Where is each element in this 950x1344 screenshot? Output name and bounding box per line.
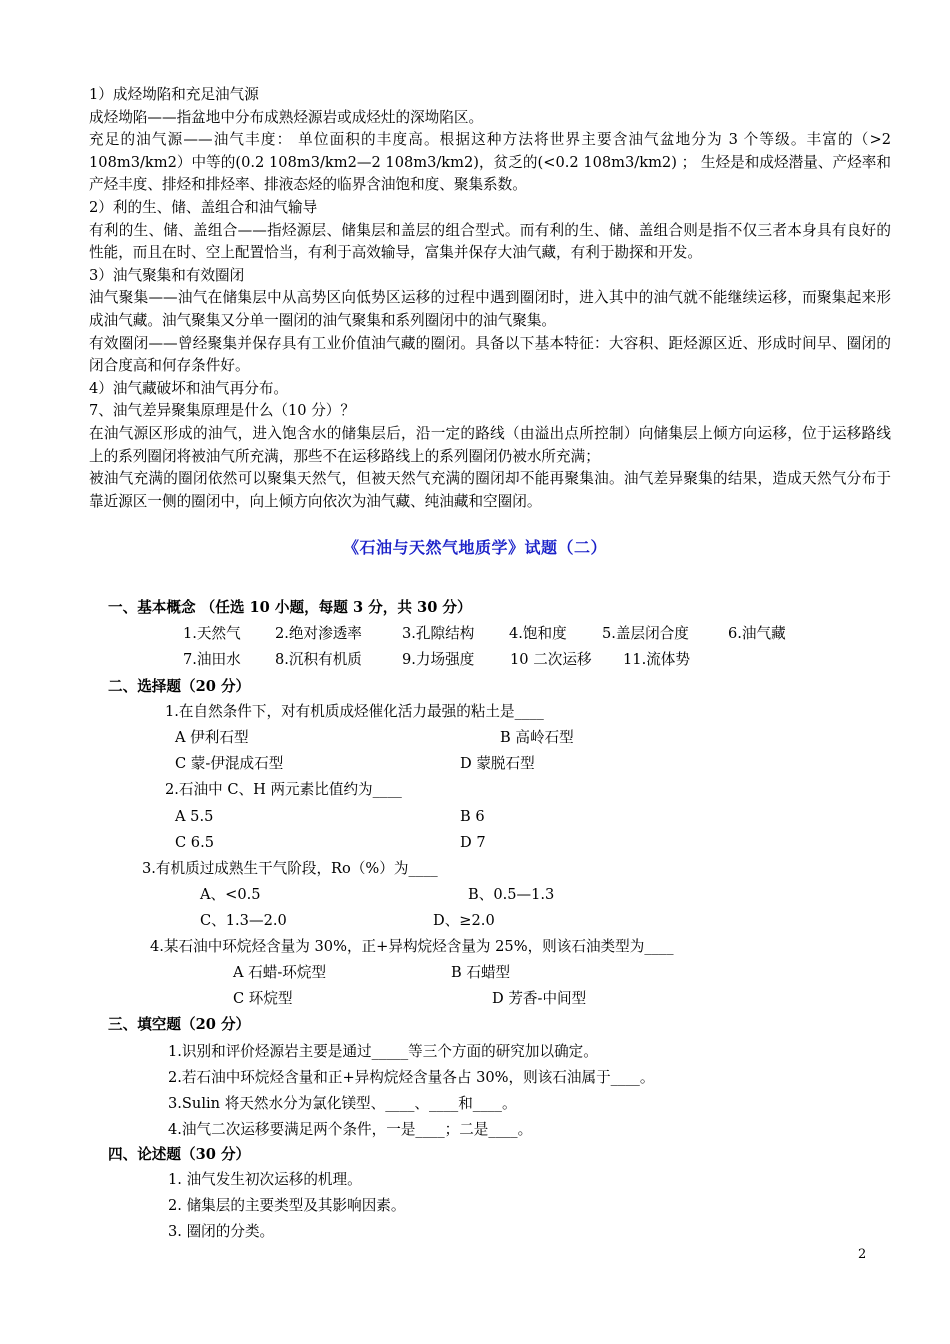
option: C、1.3—2.0 xyxy=(200,912,287,929)
section-heading-choice: 二、选择题（20 分） xyxy=(108,678,251,695)
fill-question: 3.Sulin 将天然水分为氯化镁型、____、____和____。 xyxy=(168,1095,517,1112)
question-text: 2.石油中 C、H 两元素比值约为____ xyxy=(165,781,402,798)
fill-question: 4.油气二次运移要满足两个条件，一是____；二是____。 xyxy=(168,1121,533,1138)
essay-question: 2. 储集层的主要类型及其影响因素。 xyxy=(168,1197,406,1214)
option: A 石蜡-环烷型 xyxy=(233,964,327,981)
exam-title: 《石油与天然气地质学》试题（二） xyxy=(342,538,607,557)
fill-question: 2.若石油中环烷烃含量和正+异构烷烃含量各占 30%，则该石油属于____。 xyxy=(168,1069,655,1086)
paragraph: 7、油气差异聚集原理是什么（10 分）？ xyxy=(89,402,355,420)
paragraph: 被油气充满的圈闭依然可以聚集天然气，但被天然气充满的圈闭却不能再聚集油。油气差异聚集的结果，造成天然气分布于靠近源区一侧的圈闭中，向上倾方向依次为油气藏、纯油藏和空圈闭。 xyxy=(89,470,891,510)
option: A、<0.5 xyxy=(200,886,261,903)
paragraph: 有利的生、储、盖组合——指烃源层、储集层和盖层的组合型式。而有利的生、储、盖组合则是指不仅三者本身具有良好的性能，而且在时、空上配置恰当，有利于高效输导，富集并保存大油气藏，有利于勘探和开发。 xyxy=(89,221,891,262)
page-number: 2 xyxy=(858,1247,867,1262)
option: A 伊利石型 xyxy=(175,729,249,746)
paragraph: 有效圈闭——曾经聚集并保存具有工业价值油气藏的圈闭。具备以下基本特征：大容积、距烃源区近、形成时间早、圈闭的闭合度高和何存条件好。 xyxy=(89,334,891,375)
option: B 高岭石型 xyxy=(500,729,574,746)
essay-question: 1. 油气发生初次运移的机理。 xyxy=(168,1171,362,1188)
paragraph: 2）利的生、储、盖组合和油气输导 xyxy=(89,198,318,216)
option: B 6 xyxy=(460,808,485,825)
option: A 5.5 xyxy=(175,808,214,825)
concept-item: 1.天然气 xyxy=(183,625,241,642)
question-text: 3.有机质过成熟生干气阶段，Ro（%）为____ xyxy=(142,860,438,877)
concept-item: 4.饱和度 xyxy=(509,625,567,642)
concept-item: 6.油气藏 xyxy=(728,625,786,642)
paragraph: 1）成烃坳陷和充足油气源 xyxy=(89,86,259,103)
concept-item: 7.油田水 xyxy=(183,651,241,668)
option: D、≥2.0 xyxy=(433,912,495,929)
paragraph: 成烃坳陷——指盆地中分布成熟烃源岩或成烃灶的深坳陷区。 xyxy=(89,108,484,126)
concept-item: 2.绝对渗透率 xyxy=(275,625,362,642)
question-text: 1.在自然条件下，对有机质成烃催化活力最强的粘土是____ xyxy=(165,703,544,720)
fill-question: 1.识别和评价烃源岩主要是通过_____等三个方面的研究加以确定。 xyxy=(168,1043,598,1060)
concept-item: 9.力场强度 xyxy=(402,651,475,668)
option: C 环烷型 xyxy=(233,990,293,1007)
section-heading-essay: 四、论述题（30 分） xyxy=(108,1146,251,1163)
option: D 7 xyxy=(460,834,486,851)
option: B、0.5—1.3 xyxy=(468,886,555,903)
option: C 蒙-伊混成石型 xyxy=(175,755,284,772)
option: C 6.5 xyxy=(175,834,215,851)
option: D 芳香-中间型 xyxy=(492,990,587,1007)
paragraph: 油气聚集——油气在储集层中从高势区向低势区运移的过程中遇到圈闭时，进入其中的油气就不能继续运移，而聚集起来形成油气藏。油气聚集又分单一圈闭的油气聚集和系列圈闭中的油气聚集。 xyxy=(89,289,891,329)
paragraph: 3）油气聚集和有效圈闭 xyxy=(89,266,245,284)
concept-item: 11.流体势 xyxy=(623,651,690,668)
paragraph: 在油气源区形成的油气，进入饱含水的储集层后，沿一定的路线（由溢出点所控制）向储集层上倾方向运移，位于运移路线上的系列圈闭将被油气所充满，那些不在运移路线上的系列圈闭仍被水所充满； xyxy=(89,424,891,465)
section-heading-concepts: 一、基本概念 （任选 10 小题，每题 3 分，共 30 分） xyxy=(108,599,472,616)
concept-item: 8.沉积有机质 xyxy=(275,651,362,668)
option: D 蒙脱石型 xyxy=(460,755,535,772)
question-text: 4.某石油中环烷烃含量为 30%，正+异构烷烃含量为 25%，则该石油类型为____ xyxy=(150,938,674,955)
concept-item: 5.盖层闭合度 xyxy=(602,625,689,642)
option: B 石蜡型 xyxy=(451,964,511,981)
paragraph: 4）油气藏破坏和油气再分布。 xyxy=(89,379,289,397)
essay-question: 3. 圈闭的分类。 xyxy=(168,1223,275,1240)
concept-item: 3.孔隙结构 xyxy=(402,625,475,642)
paragraph: 充足的油气源——油气丰度： 单位面积的丰度高。根据这种方法将世界主要含油气盆地分为 3 个等级。丰富的（>2 108m3/km2）中等的(0.2 108m3/km2—2 108m3/km2)，贫乏的(<0.2 108m3/km2) ； 生烃是和成烃潜量、产烃率和产烃丰度、排烃和排烃率、排液态烃的临界含油饱和度、聚集系数。 xyxy=(89,131,891,194)
section-heading-fill: 三、填空题（20 分） xyxy=(108,1016,251,1033)
answer-text-block xyxy=(89,84,891,513)
concept-item: 10 二次运移 xyxy=(510,651,592,668)
